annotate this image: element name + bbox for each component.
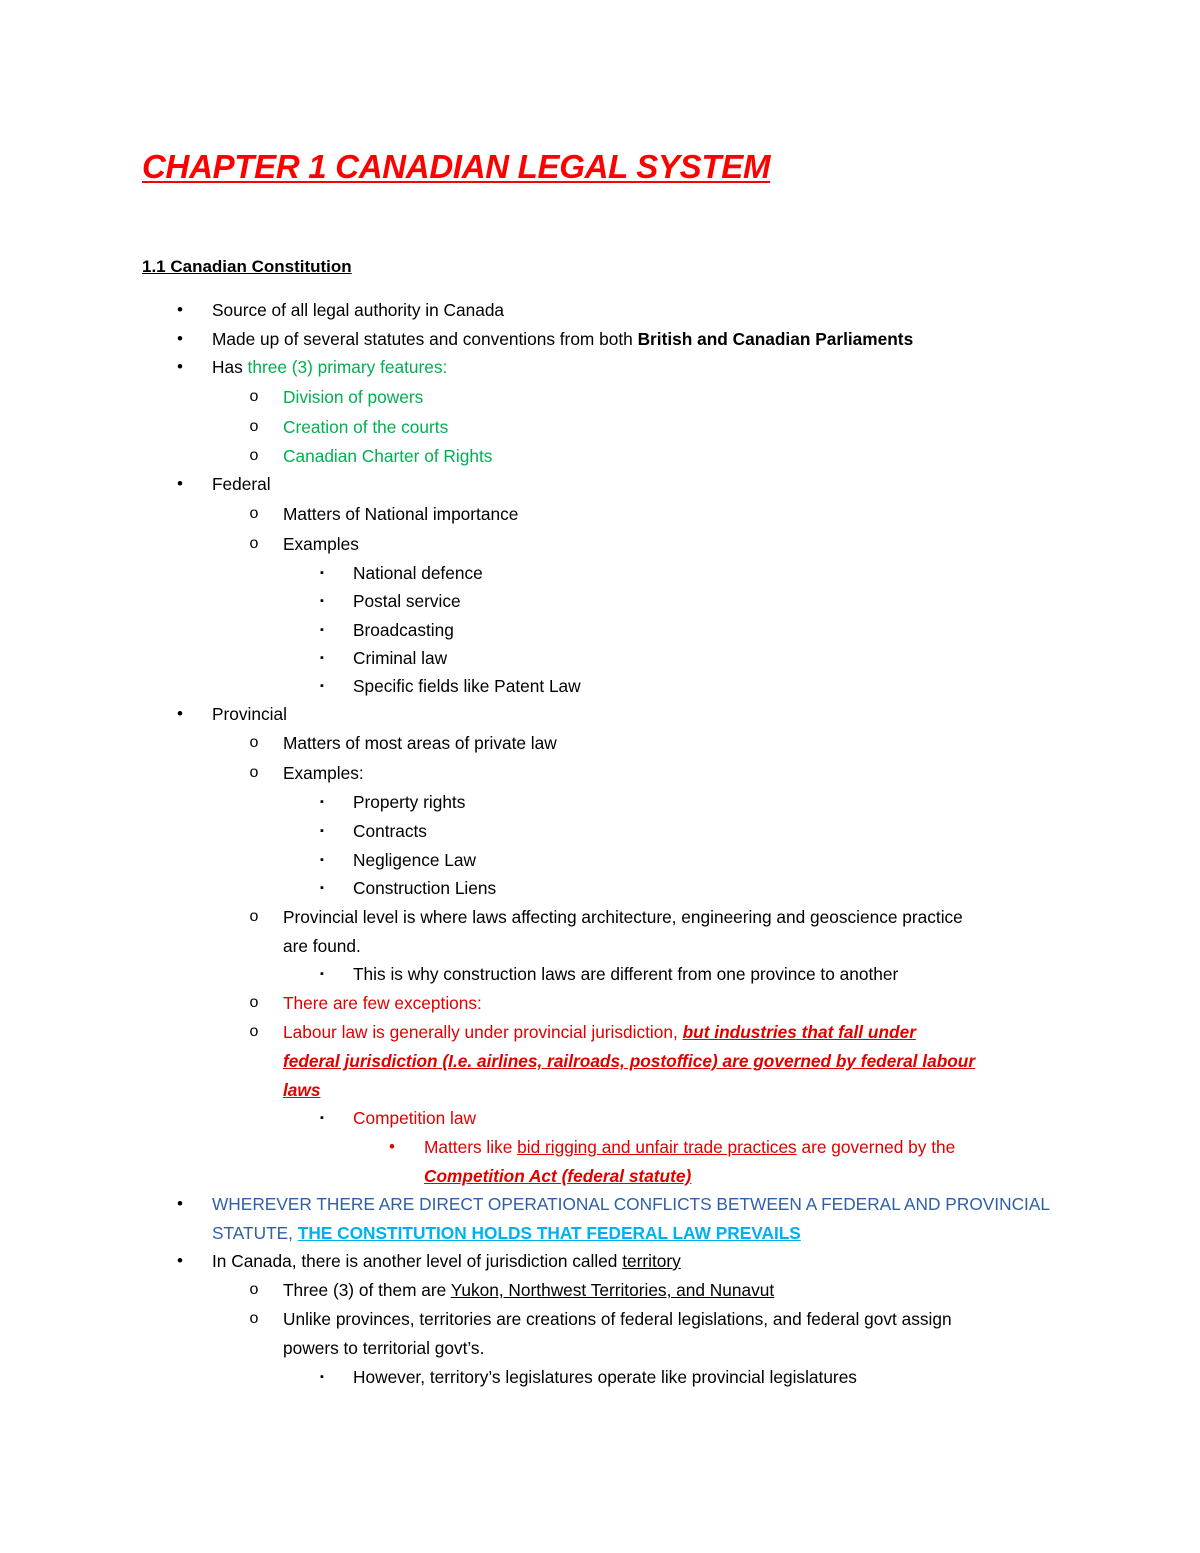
bullet-marker: • [177,704,183,723]
list-item: Postal service [353,591,461,611]
list-item: Criminal law [353,648,448,668]
list-item-continuation: are found. [283,936,361,956]
list-item: However, territory’s legislatures operate like provincial legislatures [353,1367,857,1387]
list-item: Provincial level is where laws affecting architecture, engineering and geoscience practice [283,907,963,927]
bullet-marker: ▪ [320,1112,324,1124]
list-item: Three (3) of them are Yukon, Northwest Territories, and Nunavut [283,1280,775,1300]
bullet-marker: ▪ [320,882,324,894]
bullet-marker: o [249,388,259,405]
list-item: Source of all legal authority in Canada [212,300,505,320]
bullet-marker: ▪ [320,567,324,579]
bullet-marker: o [249,908,259,925]
list-item-continuation: Competition Act (federal statute) [424,1166,692,1186]
bullet-marker: • [177,357,183,376]
bullet-marker: ▪ [320,825,324,837]
list-item: Broadcasting [353,620,454,640]
list-item: Made up of several statutes and conventions from both British and Canadian Parliaments [212,329,914,349]
bullet-marker: • [177,300,183,319]
bullet-marker: • [177,474,183,493]
bullet-marker: • [177,1194,183,1213]
bullet-marker: • [389,1137,395,1156]
bullet-marker: ▪ [320,652,324,664]
list-item: Creation of the courts [283,417,449,437]
section-heading: 1.1 Canadian Constitution [142,257,352,276]
list-item: Construction Liens [353,878,497,898]
list-item-continuation: powers to territorial govt’s. [283,1338,485,1358]
bullet-marker: o [249,1023,259,1040]
list-item: Property rights [353,792,466,812]
list-item: Federal [212,474,271,494]
chapter-title: CHAPTER 1 CANADIAN LEGAL SYSTEM [142,148,771,185]
bullet-marker: o [249,535,259,552]
list-item: Examples [283,534,359,554]
bullet-marker: ▪ [320,968,324,980]
list-item: Competition law [353,1108,476,1128]
list-item: Contracts [353,821,427,841]
list-item: National defence [353,563,483,583]
list-item: Specific fields like Patent Law [353,676,581,696]
bullet-marker: ▪ [320,796,324,808]
bullet-marker: o [249,418,259,435]
list-item: Matters like bid rigging and unfair trade practices are governed by the [424,1137,956,1157]
bullet-marker: o [249,1310,259,1327]
list-item: Unlike provinces, territories are creations of federal legislations, and federal govt assign [283,1309,952,1329]
bullet-marker: ▪ [320,1371,324,1383]
list-item: Examples: [283,763,364,783]
bullet-marker: ▪ [320,854,324,866]
list-item-continuation: STATUTE, THE CONSTITUTION HOLDS THAT FEDERAL LAW PREVAILS [212,1223,801,1243]
bullet-marker: o [249,764,259,781]
list-item: Division of powers [283,387,424,407]
bullet-marker: • [177,329,183,348]
list-item: WHEREVER THERE ARE DIRECT OPERATIONAL CONFLICTS BETWEEN A FEDERAL AND PROVINCIAL [212,1194,1050,1214]
list-item: Matters of most areas of private law [283,733,557,753]
list-item: In Canada, there is another level of jurisdiction called territory [212,1251,681,1271]
bullet-marker: o [249,734,259,751]
list-item: Labour law is generally under provincial jurisdiction, but industries that fall under [283,1022,916,1042]
bullet-marker: ▪ [320,680,324,692]
list-item: This is why construction laws are different from one province to another [353,964,899,984]
bullet-marker: o [249,994,259,1011]
list-item: Has three (3) primary features: [212,357,448,377]
list-item: Canadian Charter of Rights [283,446,493,466]
list-item: Matters of National importance [283,504,519,524]
bullet-marker: ▪ [320,624,324,636]
list-item: Provincial [212,704,287,724]
list-item: There are few exceptions: [283,993,482,1013]
list-item-continuation: laws [283,1080,321,1100]
bullet-marker: • [177,1251,183,1270]
bullet-marker: o [249,505,259,522]
list-item-continuation: federal jurisdiction (I.e. airlines, railroads, postoffice) are governed by federal labour [283,1051,976,1071]
bullet-marker: o [249,447,259,464]
bullet-marker: ▪ [320,595,324,607]
list-item: Negligence Law [353,850,476,870]
bullet-marker: o [249,1281,259,1298]
